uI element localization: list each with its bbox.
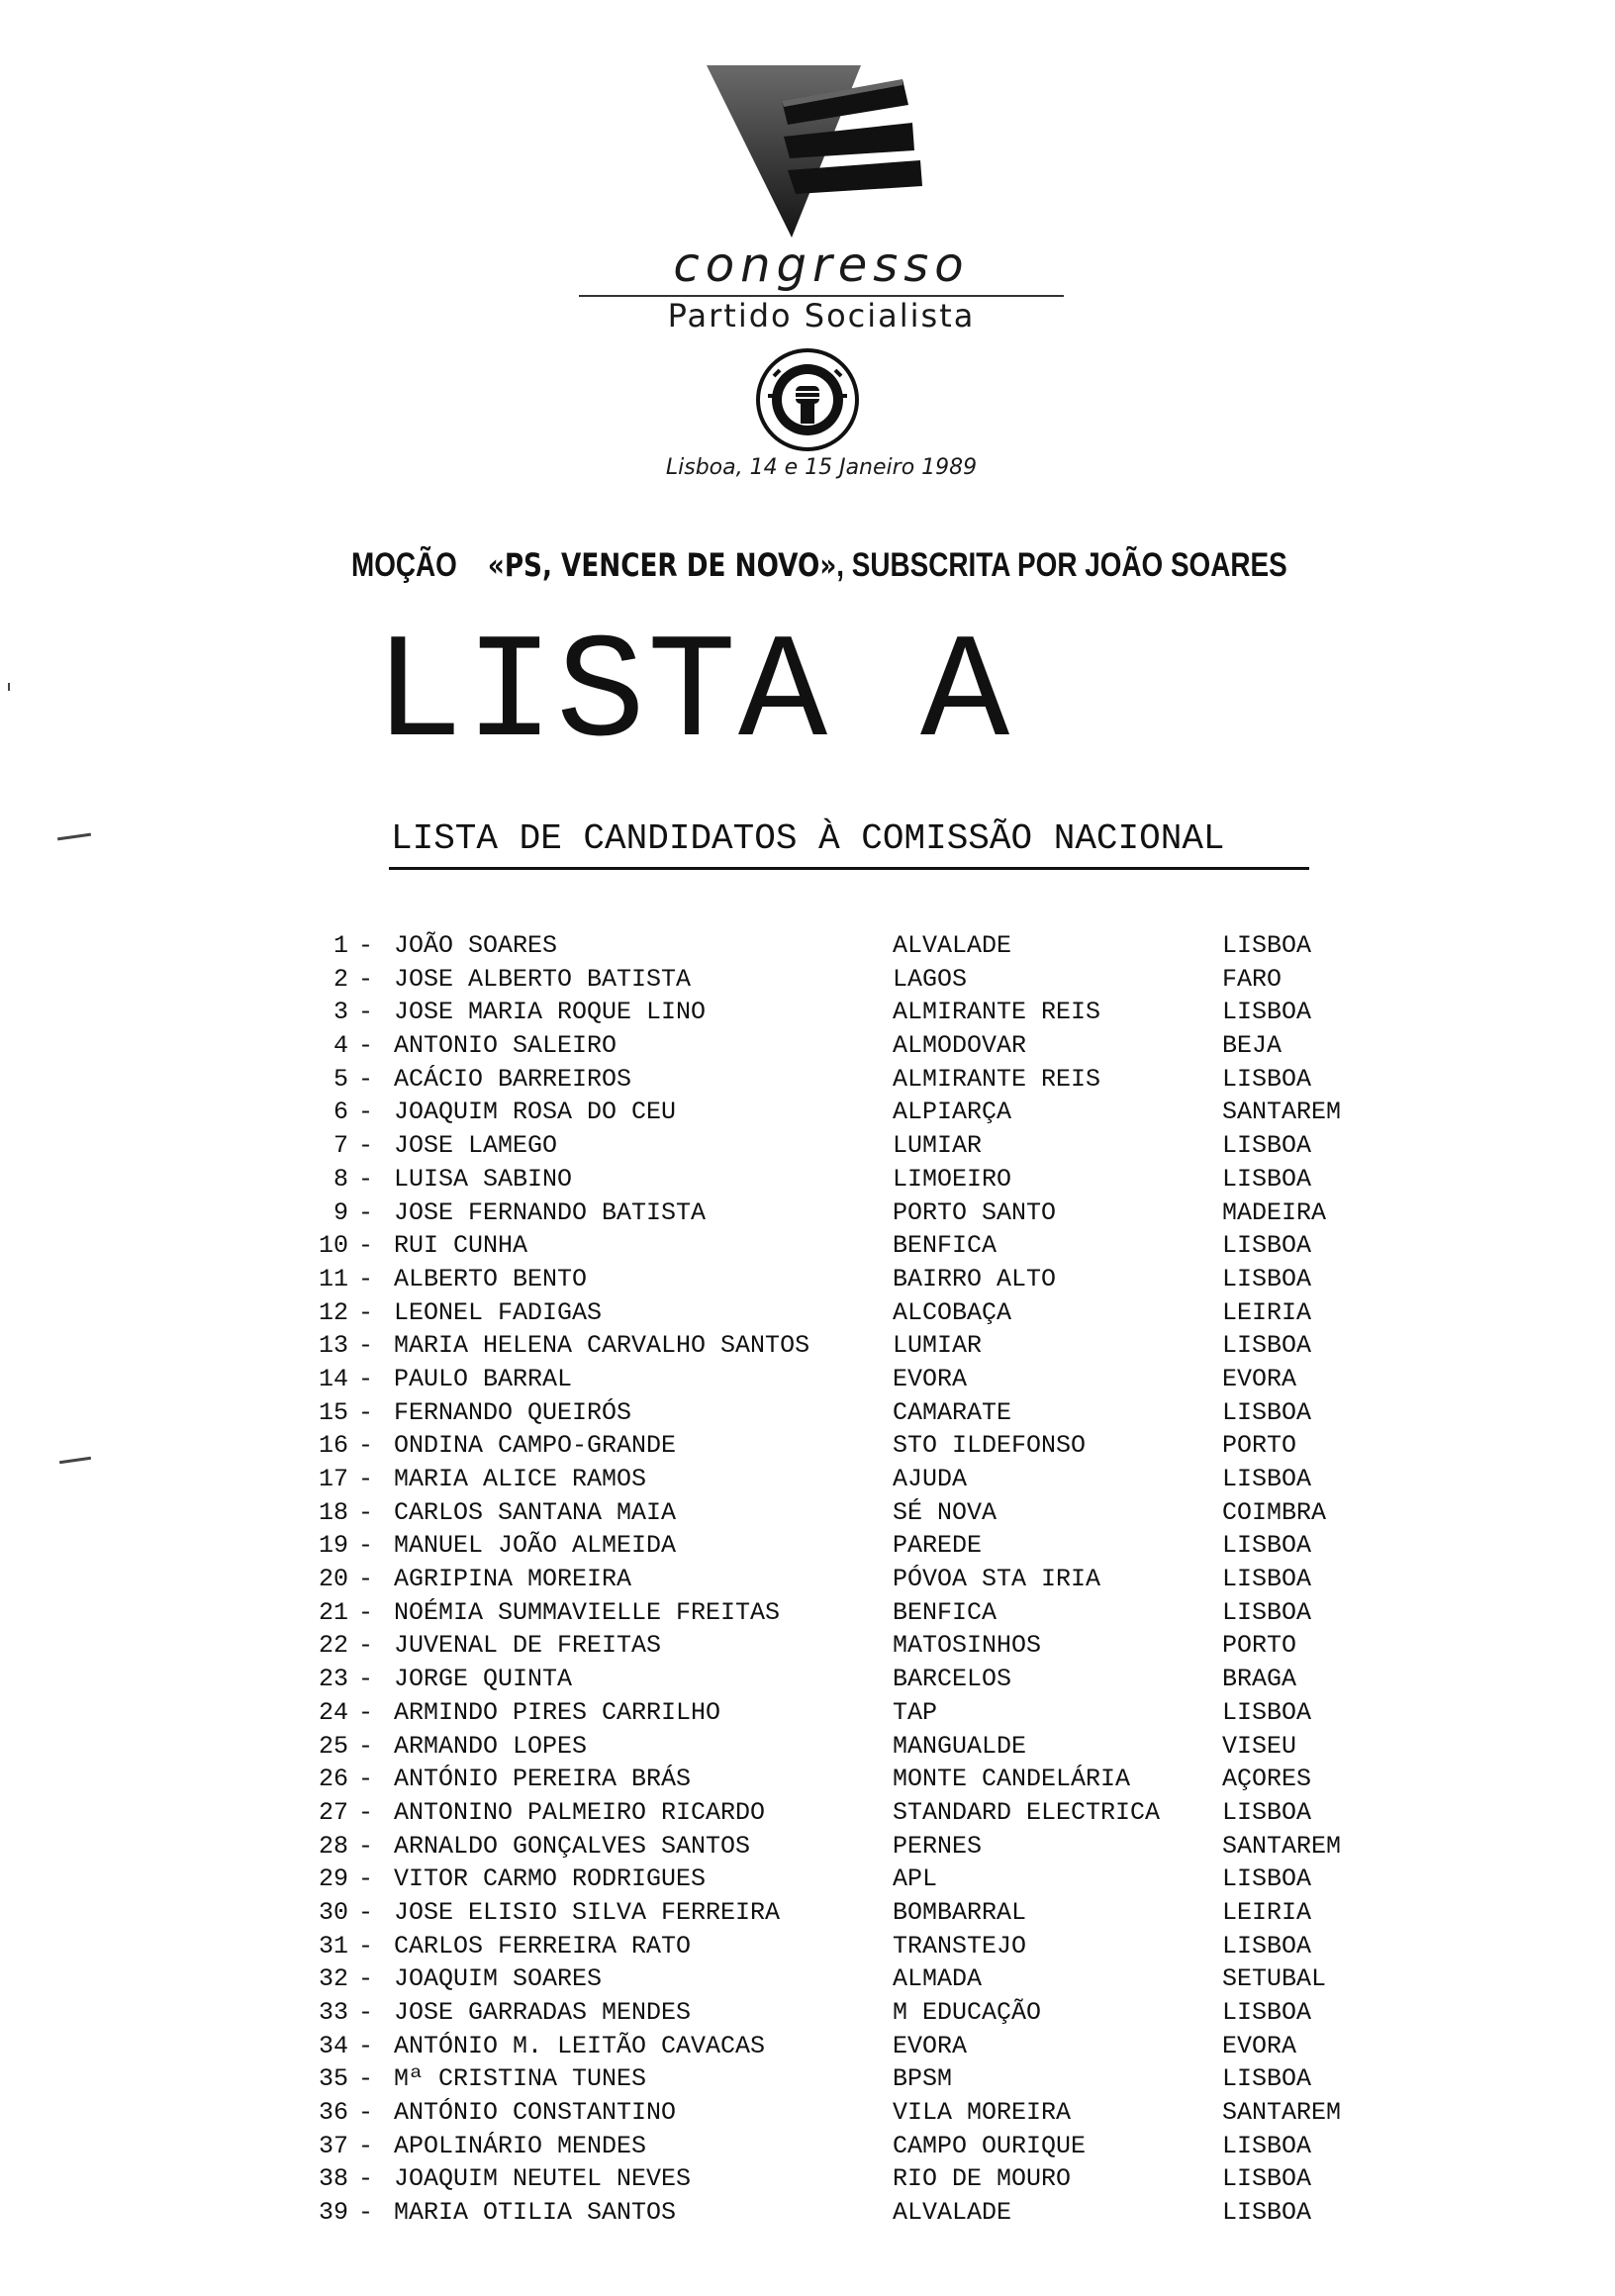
congress-word: congresso [673,238,970,293]
candidate-name: JUVENAL DE FREITAS [394,1631,662,1661]
candidate-row [0,1932,1615,1965]
candidate-name: MARIA HELENA CARVALHO SANTOS [394,1331,810,1361]
candidate-name: MARIA ALICE RAMOS [394,1465,647,1493]
candidate-row [0,1732,1615,1766]
candidate-section: LIMOEIRO [893,1164,1012,1194]
candidate-name: RUI CUNHA [394,1231,528,1261]
candidate-row [0,2198,1615,2232]
candidate-name: ARMINDO PIRES CARRILHO [394,1697,721,1727]
candidate-name: JOAQUIM ROSA DO CEU [394,1098,677,1127]
row-dash: - [358,1031,374,1061]
candidate-row [0,965,1615,999]
candidate-row [0,2098,1615,2132]
candidate-section: RIO DE MOURO [893,2164,1072,2194]
candidate-section: LAGOS [893,964,968,994]
candidate-row [0,1898,1615,1932]
candidate-district: LISBOA [1222,1164,1312,1194]
candidate-name: AGRIPINA MOREIRA [394,1565,632,1594]
candidate-number: 9 [332,1197,348,1227]
candidate-section: MANGUALDE [893,1731,1027,1761]
list-subtitle: LISTA DE CANDIDATOS À COMISSÃO NACIONAL [391,818,1225,859]
candidate-district: FARO [1222,964,1282,994]
candidate-row [0,1298,1615,1332]
scan-mark [57,833,91,841]
candidate-name: JORGE QUINTA [394,1665,573,1694]
candidate-district: LISBOA [1222,2064,1312,2094]
row-dash: - [358,931,374,960]
candidate-name: ANTÓNIO CONSTANTINO [394,2098,677,2128]
candidate-number: 32 [318,1964,348,1994]
candidate-district: AÇORES [1222,1765,1312,1794]
row-dash: - [358,1297,374,1327]
candidate-district: COIMBRA [1222,1497,1327,1527]
candidate-district: SANTAREM [1222,1098,1342,1127]
candidate-number: 8 [332,1164,348,1194]
row-dash: - [358,1197,374,1227]
candidate-number: 34 [318,2031,348,2060]
candidate-name: ANTONIO SALEIRO [394,1031,618,1061]
candidate-name: LUISA SABINO [394,1164,573,1194]
row-dash: - [358,2031,374,2060]
candidate-number: 17 [318,1465,348,1493]
candidate-section: ALMODOVAR [893,1031,1027,1061]
candidate-name: JOSE LAMEGO [394,1131,558,1161]
candidate-number: 12 [318,1297,348,1327]
candidate-number: 20 [318,1565,348,1594]
candidate-section: M EDUCAÇÃO [893,1998,1042,2027]
candidate-section: ALVALADE [893,2198,1012,2228]
candidate-number: 18 [318,1497,348,1527]
candidate-section: BENFICA [893,1231,998,1261]
row-dash: - [358,1931,374,1961]
candidate-row [0,1832,1615,1866]
candidate-district: PORTO [1222,1631,1297,1661]
candidate-row [0,1431,1615,1465]
candidate-name: APOLINÁRIO MENDES [394,2131,647,2160]
candidate-row [0,998,1615,1031]
candidate-name: VITOR CARMO RODRIGUES [394,1865,707,1894]
candidate-section: EVORA [893,2031,968,2060]
candidate-district: LISBOA [1222,1531,1312,1561]
candidate-section: STANDARD ELECTRICA [893,1797,1161,1827]
candidate-number: 11 [318,1264,348,1293]
candidate-name: MARIA OTILIA SANTOS [394,2198,677,2228]
candidate-district: LISBOA [1222,1998,1312,2027]
candidate-row [0,1165,1615,1198]
row-dash: - [358,1231,374,1261]
candidate-row [0,1998,1615,2032]
subtitle-underline [389,867,1309,870]
party-emblem-icon [754,346,861,453]
candidate-number: 10 [318,1231,348,1261]
candidate-name: PAULO BARRAL [394,1364,573,1393]
candidate-number: 27 [318,1797,348,1827]
candidate-section: ALMIRANTE REIS [893,998,1101,1027]
candidate-list [0,931,1615,2232]
scan-mark [8,683,10,691]
candidate-name: CARLOS SANTANA MAIA [394,1497,677,1527]
row-dash: - [358,1765,374,1794]
candidate-section: TAP [893,1697,938,1727]
candidate-number: 23 [318,1665,348,1694]
candidate-number: 25 [318,1731,348,1761]
candidate-row [0,1565,1615,1598]
row-dash: - [358,1531,374,1561]
candidate-number: 19 [318,1531,348,1561]
candidate-name: JOSE MARIA ROQUE LINO [394,998,707,1027]
candidate-number: 36 [318,2098,348,2128]
candidate-name: MANUEL JOÃO ALMEIDA [394,1531,677,1561]
candidate-row [0,1964,1615,1998]
candidate-row [0,1865,1615,1898]
row-dash: - [358,1565,374,1594]
candidate-row [0,1765,1615,1798]
candidate-district: LISBOA [1222,1597,1312,1627]
candidate-row [0,1198,1615,1232]
row-dash: - [358,1631,374,1661]
congress-logo [693,61,950,249]
candidate-section: AJUDA [893,1465,968,1493]
candidate-row [0,2164,1615,2198]
candidate-section: MATOSINHOS [893,1631,1042,1661]
candidate-district: LISBOA [1222,1465,1312,1493]
candidate-district: SANTAREM [1222,1831,1342,1861]
candidate-row [0,1531,1615,1565]
candidate-name: JOSE FERNANDO BATISTA [394,1197,707,1227]
candidate-section: BARCELOS [893,1665,1012,1694]
candidate-row [0,1465,1615,1498]
candidate-row [0,2064,1615,2098]
candidate-district: LISBOA [1222,931,1312,960]
candidate-section: BOMBARRAL [893,1897,1027,1927]
candidate-number: 13 [318,1331,348,1361]
row-dash: - [358,1098,374,1127]
row-dash: - [358,1998,374,2027]
candidate-district: BEJA [1222,1031,1282,1061]
candidate-section: PERNES [893,1831,983,1861]
candidate-name: JOAQUIM SOARES [394,1964,603,1994]
row-dash: - [358,1164,374,1194]
candidate-row [0,1365,1615,1398]
candidate-district: LISBOA [1222,1797,1312,1827]
candidate-name: JOSE ALBERTO BATISTA [394,964,692,994]
row-dash: - [358,998,374,1027]
dateline: Lisboa, 14 e 15 Janeiro 1989 [665,455,978,480]
candidate-section: ALPIARÇA [893,1098,1012,1127]
candidate-district: LISBOA [1222,1931,1312,1961]
candidate-row [0,1031,1615,1065]
row-dash: - [358,1331,374,1361]
candidate-section: PAREDE [893,1531,983,1561]
candidate-district: LISBOA [1222,1397,1312,1427]
candidate-section: BAIRRO ALTO [893,1264,1057,1293]
candidate-row [0,1065,1615,1099]
row-dash: - [358,1797,374,1827]
candidate-section: ALMIRANTE REIS [893,1064,1101,1094]
row-dash: - [358,2164,374,2194]
candidate-section: BPSM [893,2064,953,2094]
candidate-row [0,931,1615,965]
candidate-name: ANTÓNIO PEREIRA BRÁS [394,1765,692,1794]
candidate-name: ANTONINO PALMEIRO RICARDO [394,1797,766,1827]
candidate-section: ALMADA [893,1964,983,1994]
candidate-name: JOSE GARRADAS MENDES [394,1998,692,2027]
candidate-name: JOSE ELISIO SILVA FERREIRA [394,1897,781,1927]
candidate-section: EVORA [893,1364,968,1393]
candidate-district: MADEIRA [1222,1197,1327,1227]
row-dash: - [358,2198,374,2228]
candidate-number: 33 [318,1998,348,2027]
candidate-section: SÉ NOVA [893,1497,998,1527]
candidate-number: 30 [318,1897,348,1927]
row-dash: - [358,1465,374,1493]
motion-suffix: , SUBSCRITA POR JOÃO SOARES [836,546,1287,584]
candidate-district: LISBOA [1222,1697,1312,1727]
candidate-number: 35 [318,2064,348,2094]
motion-heading [351,546,1287,585]
candidate-row [0,1331,1615,1365]
candidate-row [0,1665,1615,1698]
candidate-name: ACÁCIO BARREIROS [394,1064,632,1094]
row-dash: - [358,1064,374,1094]
candidate-row [0,1098,1615,1131]
candidate-district: LISBOA [1222,1565,1312,1594]
candidate-district: VISEU [1222,1731,1297,1761]
candidate-name: ARMANDO LOPES [394,1731,588,1761]
candidate-district: LISBOA [1222,998,1312,1027]
candidate-name: ANTÓNIO M. LEITÃO CAVACAS [394,2031,766,2060]
candidate-district: SETUBAL [1222,1964,1327,1994]
candidate-number: 14 [318,1364,348,1393]
candidate-section: PÓVOA STA IRIA [893,1565,1101,1594]
candidate-district: EVORA [1222,1364,1297,1393]
candidate-section: CAMARATE [893,1397,1012,1427]
candidate-name: ARNALDO GONÇALVES SANTOS [394,1831,751,1861]
row-dash: - [358,1364,374,1393]
row-dash: - [358,1397,374,1427]
candidate-section: APL [893,1865,938,1894]
candidate-district: LISBOA [1222,1331,1312,1361]
candidate-row [0,2132,1615,2165]
candidate-section: CAMPO OURIQUE [893,2131,1087,2160]
row-dash: - [358,1831,374,1861]
candidate-district: LEIRIA [1222,1897,1312,1927]
candidate-district: LISBOA [1222,1131,1312,1161]
candidate-number: 1 [332,931,348,960]
candidate-name: CARLOS FERREIRA RATO [394,1931,692,1961]
candidate-number: 7 [332,1131,348,1161]
candidate-row [0,1498,1615,1532]
candidate-row [0,1698,1615,1732]
motion-label: MOÇÃO [351,546,457,584]
candidate-district: LISBOA [1222,1064,1312,1094]
candidate-name: ALBERTO BENTO [394,1264,588,1293]
list-title: LISTA A [374,612,1012,780]
row-dash: - [358,1865,374,1894]
candidate-section: LUMIAR [893,1131,983,1161]
candidate-district: SANTAREM [1222,2098,1342,2128]
candidate-name: ONDINA CAMPO-GRANDE [394,1431,677,1461]
candidate-row [0,1265,1615,1298]
row-dash: - [358,1264,374,1293]
candidate-row [0,1631,1615,1665]
candidate-row [0,1231,1615,1265]
candidate-number: 38 [318,2164,348,2194]
candidate-number: 37 [318,2131,348,2160]
candidate-section: STO ILDEFONSO [893,1431,1087,1461]
row-dash: - [358,1131,374,1161]
row-dash: - [358,2064,374,2094]
candidate-section: MONTE CANDELÁRIA [893,1765,1131,1794]
candidate-district: LISBOA [1222,2131,1312,2160]
candidate-section: BENFICA [893,1597,998,1627]
party-name: Partido Socialista [667,297,976,335]
candidate-number: 29 [318,1865,348,1894]
row-dash: - [358,2098,374,2128]
candidate-row [0,1398,1615,1432]
candidate-name: NOÉMIA SUMMAVIELLE FREITAS [394,1597,781,1627]
candidate-name: Mª CRISTINA TUNES [394,2064,647,2094]
candidate-number: 24 [318,1697,348,1727]
candidate-number: 5 [332,1064,348,1094]
candidate-district: LEIRIA [1222,1297,1312,1327]
candidate-number: 21 [318,1597,348,1627]
candidate-name: LEONEL FADIGAS [394,1297,603,1327]
row-dash: - [358,2131,374,2160]
candidate-district: LISBOA [1222,2198,1312,2228]
candidate-name: JOÃO SOARES [394,931,558,960]
row-dash: - [358,1431,374,1461]
candidate-number: 31 [318,1931,348,1961]
candidate-number: 2 [332,964,348,994]
candidate-district: LISBOA [1222,1865,1312,1894]
candidate-section: VILA MOREIRA [893,2098,1072,2128]
row-dash: - [358,1665,374,1694]
row-dash: - [358,1597,374,1627]
candidate-number: 16 [318,1431,348,1461]
motion-title: «PS, VENCER DE NOVO» [487,546,837,584]
candidate-section: PORTO SANTO [893,1197,1057,1227]
candidate-district: BRAGA [1222,1665,1297,1694]
candidate-name: JOAQUIM NEUTEL NEVES [394,2164,692,2194]
row-dash: - [358,1731,374,1761]
candidate-district: LISBOA [1222,1264,1312,1293]
candidate-name: FERNANDO QUEIRÓS [394,1397,632,1427]
row-dash: - [358,1897,374,1927]
candidate-section: ALCOBAÇA [893,1297,1012,1327]
candidate-number: 26 [318,1765,348,1794]
candidate-number: 39 [318,2198,348,2228]
candidate-row [0,2032,1615,2065]
candidate-section: LUMIAR [893,1331,983,1361]
row-dash: - [358,1697,374,1727]
row-dash: - [358,964,374,994]
candidate-number: 28 [318,1831,348,1861]
candidate-section: ALVALADE [893,931,1012,960]
candidate-district: LISBOA [1222,1231,1312,1261]
row-dash: - [358,1497,374,1527]
candidate-number: 4 [332,1031,348,1061]
candidate-district: EVORA [1222,2031,1297,2060]
row-dash: - [358,1964,374,1994]
candidate-row [0,1131,1615,1165]
candidate-row [0,1598,1615,1632]
candidate-number: 15 [318,1397,348,1427]
candidate-section: TRANSTEJO [893,1931,1027,1961]
candidate-number: 6 [332,1098,348,1127]
candidate-district: PORTO [1222,1431,1297,1461]
candidate-district: LISBOA [1222,2164,1312,2194]
candidate-number: 22 [318,1631,348,1661]
candidate-row [0,1798,1615,1832]
candidate-number: 3 [332,998,348,1027]
